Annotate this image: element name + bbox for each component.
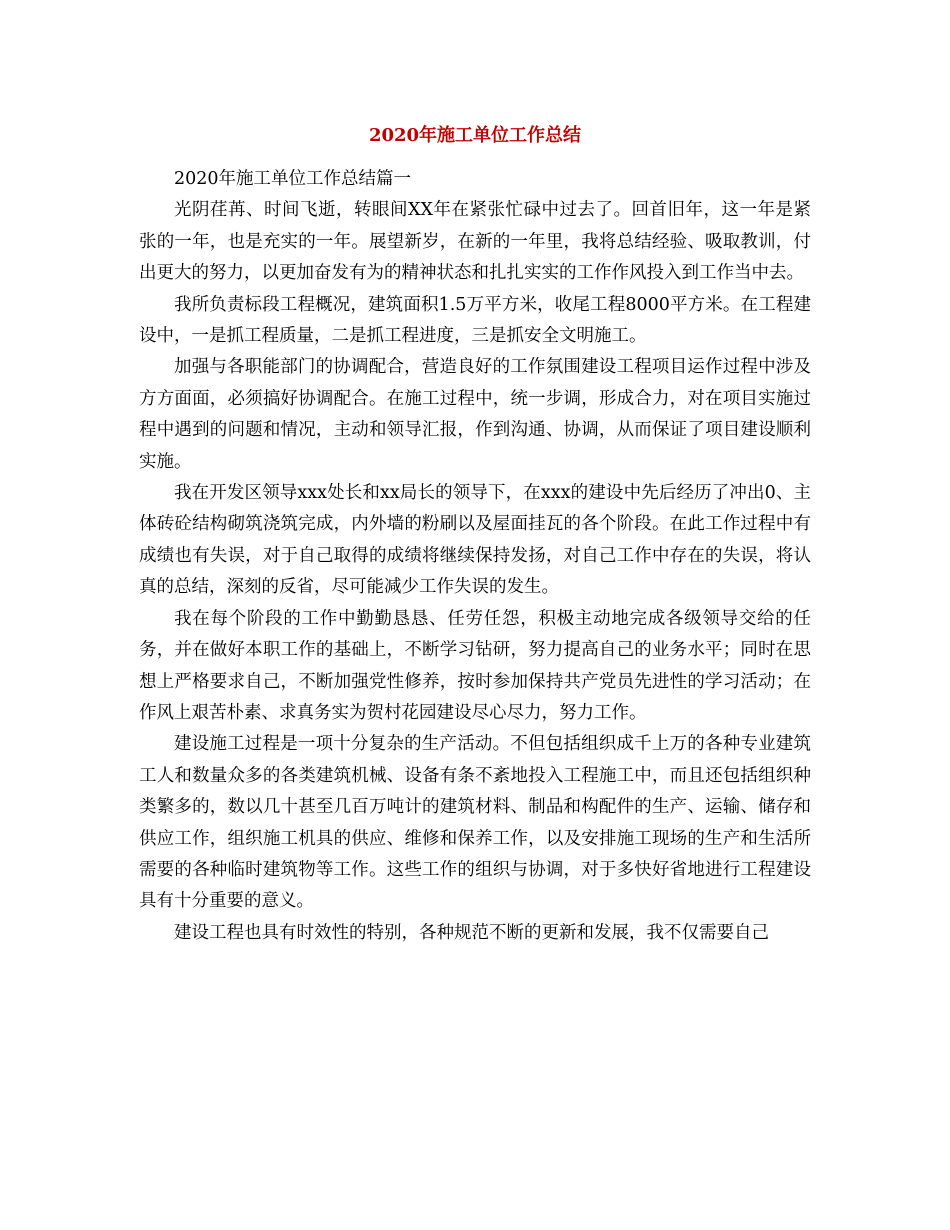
section-heading: 2020年施工单位工作总结篇一 bbox=[174, 169, 412, 189]
document-body bbox=[139, 164, 811, 949]
paragraph: 我在每个阶段的工作中勤勤恳恳、任劳任怨，积极主动地完成各级领导交给的任务，并在做好本职工作的基础上，不断学习钻研，努力提高自己的业务水平；同时在思想上严格要求自己，不断加强党性修养，按时参加保持共产党员先进性的学习活动；在作风上艰苦朴素、求真务实为贺村花园建设尽心尽力，努力工作。 bbox=[139, 608, 811, 723]
paragraph: 加强与各职能部门的协调配合，营造良好的工作氛围建设工程项目运作过程中涉及方方面面，必须搞好协调配合。在施工过程中，统一步调，形成合力，对在项目实施过程中遇到的问题和情况，主动和领导汇报，作到沟通、协调，从而保证了项目建设顺利实施。 bbox=[139, 357, 811, 472]
paragraph: 建设施工过程是一项十分复杂的生产活动。不但包括组织成千上万的各种专业建筑工人和数量众多的各类建筑机械、设备有条不紊地投入工程施工中，而且还包括组织种类繁多的，数以几十甚至几百万吨计的建筑材料、制品和构配件的生产、运输、储存和供应工作，组织施工机具的供应、维修和保养工作，以及安排施工现场的生产和生活所需要的各种临时建筑物等工作。这些工作的组织与协调，对于多快好省地进行工程建设具有十分重要的意义。 bbox=[139, 734, 811, 912]
page-title: 2020年施工单位工作总结 bbox=[368, 125, 582, 146]
paragraph: 我在开发区领导xxx处长和xx局长的领导下，在xxx的建设中先后经历了冲出0、主体砖砼结构砌筑浇筑完成，内外墙的粉刷以及屋面挂瓦的各个阶段。在此工作过程中有成绩也有失误，对于自己取得的成绩将继续保持发扬，对自己工作中存在的失误，将认真的总结，深刻的反省，尽可能减少工作失误的发生。 bbox=[139, 483, 811, 598]
paragraph: 光阴荏苒、时间飞逝，转眼间XX年在紧张忙碌中过去了。回首旧年，这一年是紧张的一年，也是充实的一年。展望新岁，在新的一年里，我将总结经验、吸取教训，付出更大的努力，以更加奋发有为的精神状态和扎扎实实的工作作风投入到工作当中去。 bbox=[139, 200, 811, 284]
paragraph: 我所负责标段工程概况，建筑面积1.5万平方米，收尾工程8000平方米。在工程建设中，一是抓工程质量，二是抓工程进度，三是抓安全文明施工。 bbox=[139, 294, 811, 347]
paragraph: 建设工程也具有时效性的特别，各种规范不断的更新和发展，我不仅需要自己 bbox=[174, 922, 769, 943]
